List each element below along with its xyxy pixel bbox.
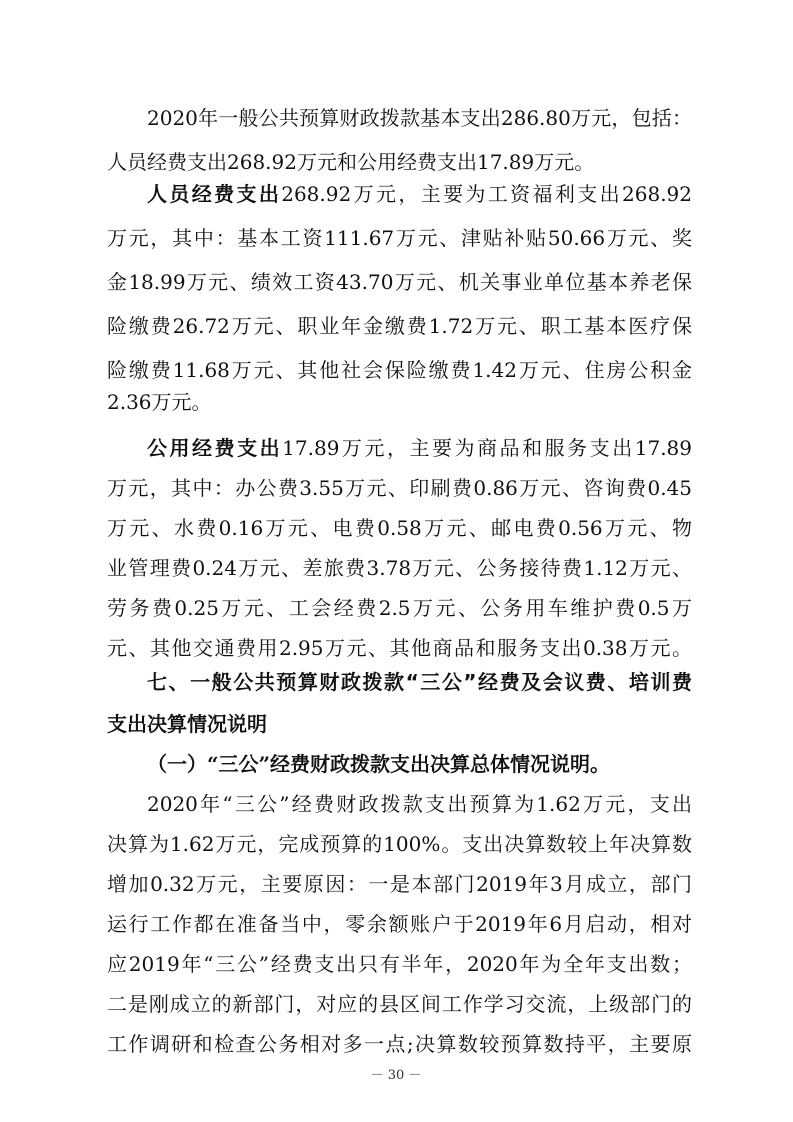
paragraph-line: 险缴费26.72万元、职业年金缴费1.72万元、职工基本医疗保	[107, 314, 692, 338]
section-heading: 支出决算情况说明	[107, 712, 267, 736]
personnel-expense-lead: 人员经费支出	[147, 182, 282, 206]
paragraph-line: 2020年“三公”经费财政拨款支出预算为1.62万元，支出	[147, 792, 692, 816]
paragraph-line: 劳务费0.25万元、工会经费2.5万元、公务用车维护费0.5万	[107, 596, 692, 620]
paragraph-line: 元、其他交通费用2.95万元、其他商品和服务支出0.38万元。	[107, 636, 692, 660]
paragraph-line: 万元，其中：基本工资111.67万元、津贴补贴50.66万元、奖	[107, 226, 692, 250]
paragraph-line: 二是刚成立的新部门，对应的县区间工作学习交流，上级部门的	[107, 992, 692, 1016]
section-heading: 七、一般公共预算财政拨款“三公”经费及会议费、培训费	[147, 670, 692, 694]
paragraph-line: 2020年一般公共预算财政拨款基本支出286.80万元，包括：	[147, 106, 692, 130]
page-number: － 30 －	[370, 1068, 422, 1083]
personnel-expense-text: 268.92万元，主要为工资福利支出268.92	[281, 182, 692, 206]
paragraph-line: 决算为1.62万元，完成预算的100%。支出决算数较上年决算数	[107, 832, 692, 856]
public-expense-text: 17.89万元，主要为商品和服务支出17.89	[282, 436, 692, 460]
paragraph-line: 2.36万元。	[107, 390, 212, 414]
paragraph-line: 业管理费0.24万元、差旅费3.78万元、公务接待费1.12万元、	[107, 556, 692, 580]
paragraph-line: 人员经费支出268.92万元和公用经费支出17.89万元。	[107, 150, 595, 174]
paragraph-line: 工作调研和检查公务相对多一点;决算数较预算数持平，主要原	[107, 1032, 692, 1056]
paragraph-line: 险缴费11.68万元、其他社会保险缴费1.42万元、住房公积金	[107, 358, 692, 382]
public-expense-lead: 公用经费支出	[147, 436, 283, 460]
paragraph-line: 万元、水费0.16万元、电费0.58万元、邮电费0.56万元、物	[107, 516, 692, 540]
paragraph-line: 运行工作都在准备当中，零余额账户于2019年6月启动，相对	[107, 912, 692, 936]
subsection-heading: （一）“三公”经费财政拨款支出决算总体情况说明。	[147, 752, 611, 776]
paragraph-line: 万元，其中：办公费3.55万元、印刷费0.86万元、咨询费0.45	[107, 476, 692, 500]
paragraph-line	[147, 426, 692, 470]
paragraph-line: 应2019年“三公”经费支出只有半年，2020年为全年支出数；	[107, 952, 692, 976]
paragraph-line	[147, 172, 692, 216]
paragraph-line: 增加0.32万元，主要原因：一是本部门2019年3月成立，部门	[107, 872, 692, 896]
paragraph-line: 金18.99万元、绩效工资43.70万元、机关事业单位基本养老保	[107, 270, 692, 294]
